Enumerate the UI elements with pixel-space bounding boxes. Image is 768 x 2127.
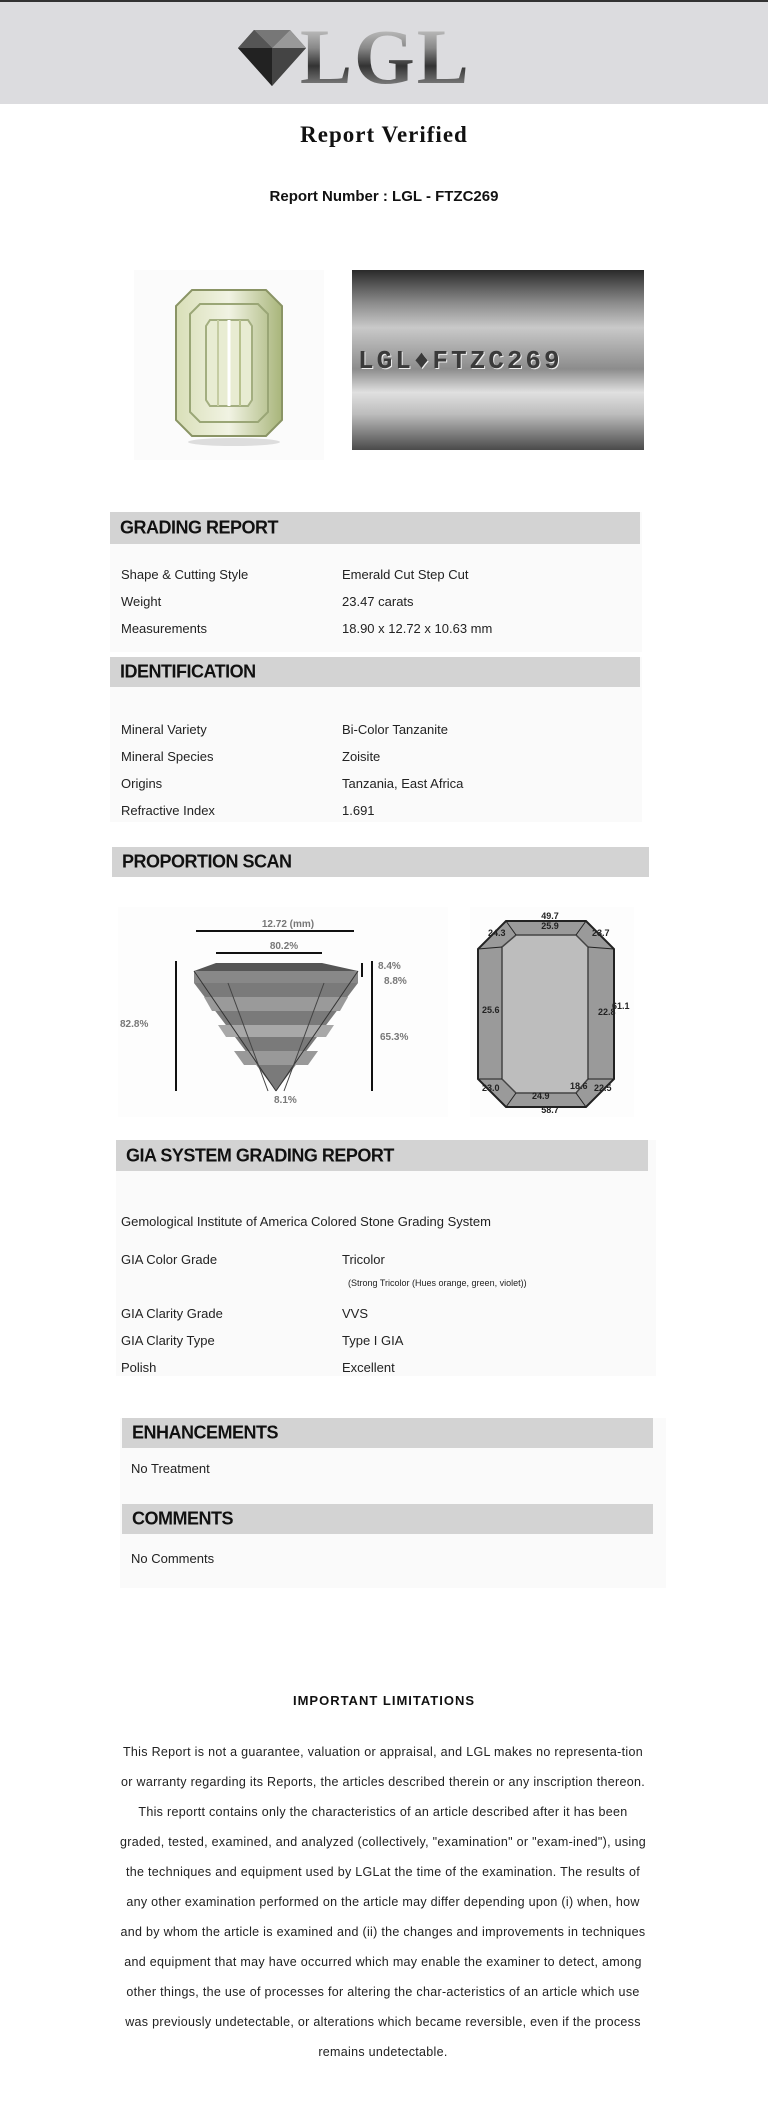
bottom-left-label: 23.0 <box>482 1083 500 1093</box>
origins-value: Tanzania, East Africa <box>342 776 464 791</box>
gia-subtitle: Gemological Institute of America Colored Stone Grading System <box>121 1214 491 1229</box>
refractive-index-value: 1.691 <box>342 803 375 818</box>
crown-b-label: 8.8% <box>384 976 407 987</box>
crown-a-label: 8.4% <box>378 961 401 972</box>
inscription-text: LGL♦FTZC269 <box>358 346 563 376</box>
refractive-index-label: Refractive Index <box>121 803 215 818</box>
gia-color-note: (Strong Tricolor (Hues orange, green, violet)) <box>348 1278 527 1288</box>
page-title: Report Verified <box>300 122 468 147</box>
gia-color-grade-label: GIA Color Grade <box>121 1252 218 1267</box>
gia-clarity-type-value: Type I GIA <box>342 1333 404 1348</box>
side-profile-diagram <box>118 907 448 1117</box>
right-edge-a-label: 61.1 <box>612 1001 630 1011</box>
grading-report-heading: GRADING REPORT <box>120 517 279 538</box>
lgl-logo[interactable] <box>232 13 492 100</box>
polish-value: Excellent <box>342 1360 395 1375</box>
mineral-variety-label: Mineral Variety <box>121 722 207 737</box>
table-percent-label: 80.2% <box>269 941 299 952</box>
left-edge-label: 25.6 <box>482 1005 500 1015</box>
depth-percent-label: 82.8% <box>120 1019 149 1030</box>
report-number: Report Number : LGL - FTZC269 <box>269 188 499 205</box>
enhancements-bar <box>122 1418 653 1448</box>
origins-label: Origins <box>121 776 163 791</box>
proportion-scan-heading: PROPORTION SCAN <box>122 851 292 872</box>
gia-bar <box>116 1140 648 1171</box>
top-edge-label: 49.7 <box>541 911 559 921</box>
gemstone-photo <box>134 270 324 460</box>
width-label: 12.72 (mm) <box>261 919 315 930</box>
top-right-label: 23.7 <box>592 928 610 938</box>
weight-label: Weight <box>121 594 162 609</box>
measurements-value: 18.90 x 12.72 x 10.63 mm <box>342 621 493 636</box>
enhancements-heading: ENHANCEMENTS <box>132 1422 279 1443</box>
comments-bar <box>122 1504 653 1534</box>
bottom-right-label: 22.5 <box>594 1083 612 1093</box>
bottom-mid-b-label: 18.6 <box>570 1081 588 1091</box>
mineral-species-value: Zoisite <box>342 749 381 764</box>
polish-label: Polish <box>121 1360 157 1375</box>
proportion-scan-bar <box>112 847 649 877</box>
gia-heading: GIA SYSTEM GRADING REPORT <box>126 1145 394 1165</box>
laser-inscription-photo <box>352 270 644 450</box>
enhancements-text: No Treatment <box>131 1461 210 1476</box>
bottom-mid-label: 24.9 <box>532 1091 550 1101</box>
top-view-diagram <box>470 907 634 1117</box>
pavilion-percent-label: 65.3% <box>380 1032 409 1043</box>
gia-clarity-type-label: GIA Clarity Type <box>121 1333 215 1348</box>
top-inner-label: 25.9 <box>541 921 559 931</box>
logo-text: LGL <box>300 13 471 100</box>
gia-clarity-grade-label: GIA Clarity Grade <box>121 1306 223 1321</box>
right-edge-b-label: 22.8 <box>598 1007 616 1017</box>
grading-report-bar <box>110 512 640 544</box>
limitations-body: This Report is not a guarantee, valuation or appraisal, and LGL makes no representa-tion or warranty regarding its Reports, the articles described therein or any inscription thereon. This reportt contains only the characteristics of an article described after it has been graded, tested, examined, and analyzed (collectively, "examination" or "exam-ined"), using the techniques and equipment used by LGLat the time of the examination. The results of any other examination performed on the article may differ depending upon (i) when, how and by whom the article is examined and (ii) the changes and improvements in techniques and equipment that may have occurred which may enable the examiner to detect, among other things, the use of processes for altering the char-acteristics of an article which use was previously undetectable, or alterations which became reversible, even if the process remains undetectable. <box>119 1745 647 2059</box>
identification-heading: IDENTIFICATION <box>120 661 256 682</box>
gia-clarity-grade-value: VVS <box>342 1306 369 1321</box>
emerald-cut-gem-icon <box>134 270 324 460</box>
shape-value: Emerald Cut Step Cut <box>342 567 469 582</box>
measurements-label: Measurements <box>121 621 207 636</box>
comments-heading: COMMENTS <box>132 1508 233 1529</box>
mineral-variety-value: Bi-Color Tanzanite <box>342 722 448 737</box>
top-left-label: 24.3 <box>488 928 506 938</box>
gia-color-grade-value: Tricolor <box>342 1252 385 1267</box>
identification-bar <box>110 657 640 687</box>
mineral-species-label: Mineral Species <box>121 749 214 764</box>
weight-value: 23.47 carats <box>342 594 414 609</box>
culet-label: 8.1% <box>274 1095 297 1106</box>
comments-text: No Comments <box>131 1551 215 1566</box>
bottom-edge-label: 58.7 <box>541 1105 559 1115</box>
limitations-heading: IMPORTANT LIMITATIONS <box>292 1693 476 1708</box>
shape-label: Shape & Cutting Style <box>121 567 249 582</box>
header-banner <box>0 2 768 104</box>
